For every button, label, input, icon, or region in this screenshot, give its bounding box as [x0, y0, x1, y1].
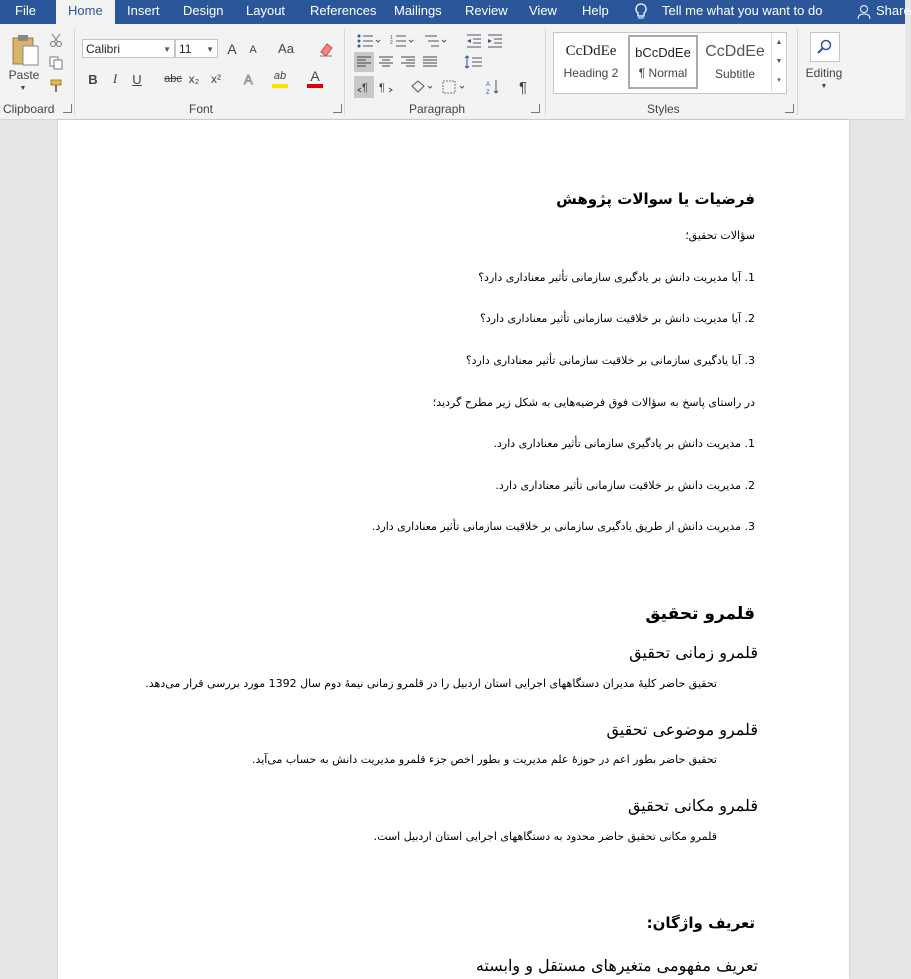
svg-text:A: A	[486, 82, 491, 88]
numbering-icon[interactable]	[388, 32, 416, 50]
style-name: Subtitle	[714, 67, 756, 81]
style-sample: CcDdEe	[565, 43, 617, 59]
place-scope-heading: قلمرو مکانی تحقیق	[627, 796, 758, 815]
ribbon-tab-bar	[0, 0, 911, 24]
question-item: 3. آیا یادگیری سازمانی بر خلاقیت سازمانی تأثیر معناداری دارد؟	[465, 354, 755, 367]
align-center-icon[interactable]	[376, 52, 396, 72]
clear-formatting-icon[interactable]	[317, 39, 335, 58]
question-item: 2. آیا مدیریت دانش بر خلاقیت سازمانی تأثیر معناداری دارد؟	[480, 312, 755, 325]
paste-label[interactable]: Paste	[8, 68, 40, 82]
align-right-icon[interactable]	[398, 52, 418, 72]
subject-scope-text: تحقیق حاضر بطور اعم در حوزهٔ علم مدیریت و بطور اخص جزء قلمرو مدیریت دانش به حساب می‌آید.	[251, 753, 717, 766]
dialog-launcher-icon[interactable]	[333, 104, 342, 113]
chevron-down-icon: ▼	[206, 45, 214, 54]
divider	[74, 29, 75, 115]
heading-hypotheses: فرضیات یا سوالات پژوهش	[556, 190, 755, 208]
paragraph-group-label: Paragraph	[409, 102, 466, 116]
hypothesis-item: 3. مدیریت دانش از طریق یادگیری سازمانی بر خلاقیت سازمانی تأثیر معناداری دارد.	[372, 520, 755, 533]
style-name: ¶ Normal	[638, 66, 688, 80]
dialog-launcher-icon[interactable]	[785, 104, 794, 113]
share-button[interactable]: Share	[876, 3, 911, 18]
change-case-button[interactable]: Aa	[278, 41, 294, 56]
highlight-color-swatch	[272, 84, 288, 88]
decrease-indent-icon[interactable]	[465, 32, 483, 50]
svg-text:¶: ¶	[379, 82, 385, 94]
divider	[797, 29, 798, 115]
strikethrough-button[interactable]: abc	[164, 73, 182, 85]
bold-button[interactable]: B	[88, 71, 98, 87]
chevron-down-icon[interactable]: ▼	[820, 82, 828, 90]
clipboard-group-label: Clipboard	[3, 102, 55, 116]
font-name-value: Calibri	[86, 42, 121, 56]
concept-heading: تعریف مفهومی متغیرهای مستقل و وابسته	[475, 956, 758, 975]
chevron-down-icon: ▼	[163, 45, 171, 54]
svg-text:¶: ¶	[362, 82, 368, 94]
underline-button[interactable]: U	[132, 71, 142, 87]
time-scope-heading: قلمرو زمانی تحقیق	[629, 643, 758, 662]
multilevel-list-icon[interactable]	[421, 32, 449, 50]
style-normal[interactable]	[628, 35, 698, 89]
cut-icon[interactable]	[48, 32, 64, 48]
subject-scope-heading: قلمرو موضوعی تحقیق	[606, 720, 758, 739]
highlight-button[interactable]: ab	[273, 70, 287, 82]
svg-text:A: A	[244, 72, 253, 87]
format-painter-icon[interactable]	[48, 78, 64, 94]
document-page[interactable]	[58, 120, 849, 979]
hypotheses-intro: در راستای پاسخ به سؤالات فوق فرضیه‌هایی به شکل زیر مطرح گردید؛	[432, 396, 755, 409]
styles-gallery	[553, 32, 787, 94]
superscript-button[interactable]: x²	[211, 72, 221, 86]
dialog-launcher-icon[interactable]	[531, 104, 540, 113]
place-scope-text: قلمرو مکانی تحقیق حاضر محدود به دستگاههای اجرایی استان اردبیل است.	[373, 830, 717, 843]
style-heading-2[interactable]	[556, 35, 626, 89]
tab-design[interactable]: Design	[183, 3, 224, 18]
tell-me-search[interactable]: Tell me what you want to do	[662, 3, 823, 18]
font-color-button[interactable]: A	[310, 68, 320, 84]
style-sample: bCcDdEe	[635, 45, 691, 60]
question-item: 1. آیا مدیریت دانش بر یادگیری سازمانی تأثیر معناداری دارد؟	[478, 271, 755, 284]
borders-icon[interactable]	[440, 76, 468, 98]
style-sample: CcDdEe	[705, 43, 765, 60]
tab-view[interactable]: View	[529, 3, 557, 18]
font-size-combo[interactable]	[175, 39, 218, 58]
tab-file[interactable]: File	[15, 3, 36, 18]
increase-indent-icon[interactable]	[486, 32, 504, 50]
tab-insert[interactable]: Insert	[127, 3, 160, 18]
font-size-value: 11	[179, 42, 192, 56]
chevron-down-icon[interactable]: ▼	[19, 84, 27, 92]
styles-group-label: Styles	[647, 102, 680, 116]
grow-font-button[interactable]: A	[227, 40, 237, 57]
subscript-button[interactable]: x₂	[188, 72, 200, 86]
font-color-swatch	[307, 84, 323, 88]
tab-layout[interactable]: Layout	[246, 3, 286, 18]
tab-review[interactable]: Review	[465, 3, 508, 18]
style-subtitle[interactable]	[700, 35, 770, 89]
paste-icon[interactable]	[8, 32, 42, 68]
person-icon	[857, 0, 871, 24]
dialog-launcher-icon[interactable]	[63, 104, 72, 113]
ltr-direction-icon[interactable]	[376, 76, 396, 98]
divider	[545, 29, 546, 115]
editing-button[interactable]: Editing	[805, 66, 843, 80]
tab-mailings[interactable]: Mailings	[394, 3, 442, 18]
align-left-icon[interactable]	[354, 52, 374, 72]
sort-icon[interactable]	[484, 76, 502, 98]
svg-text:Z: Z	[486, 90, 490, 96]
font-name-combo[interactable]	[82, 39, 175, 58]
divider	[344, 29, 345, 115]
find-icon[interactable]	[810, 32, 840, 62]
terms-heading: تعریف واژگان:	[646, 914, 755, 932]
svg-text:1: 1	[390, 35, 393, 41]
italic-button[interactable]: I	[112, 71, 118, 86]
bullets-icon[interactable]	[355, 32, 383, 50]
time-scope-text: تحقیق حاضر کلیهٔ مدیران دستگاههای اجرایی استان اردبیل را در قلمرو زمانی نیمهٔ دوم سال 1392 مورد بررسی قرار می‌دهد.	[145, 677, 717, 690]
tab-home[interactable]: Home	[56, 0, 115, 24]
style-name: Heading 2	[563, 66, 619, 80]
svg-text:2: 2	[390, 40, 393, 46]
lightbulb-icon	[634, 0, 648, 24]
questions-label: سؤالات تحقیق؛	[685, 229, 755, 242]
hypothesis-item: 2. مدیریت دانش بر خلاقیت سازمانی تأثیر معناداری دارد.	[495, 479, 755, 492]
font-group-label: Font	[189, 102, 214, 116]
show-marks-button[interactable]: ¶	[518, 78, 528, 96]
rtl-direction-icon[interactable]	[354, 76, 374, 98]
text-effects-icon[interactable]	[240, 70, 260, 88]
justify-icon[interactable]	[420, 52, 440, 72]
shading-icon[interactable]	[408, 76, 436, 98]
tab-references[interactable]: References	[310, 3, 377, 18]
copy-icon[interactable]	[48, 55, 64, 71]
gallery-scroll-controls[interactable]: ▲ ▼ ▾	[771, 33, 786, 91]
shrink-font-button[interactable]: A	[249, 43, 257, 56]
hypothesis-item: 1. مدیریت دانش بر یادگیری سازمانی تأثیر معناداری دارد.	[493, 437, 755, 450]
ribbon	[0, 24, 905, 120]
tab-help[interactable]: Help	[582, 3, 609, 18]
scope-heading: قلمرو تحقیق	[645, 604, 755, 624]
line-spacing-icon[interactable]	[462, 52, 490, 72]
